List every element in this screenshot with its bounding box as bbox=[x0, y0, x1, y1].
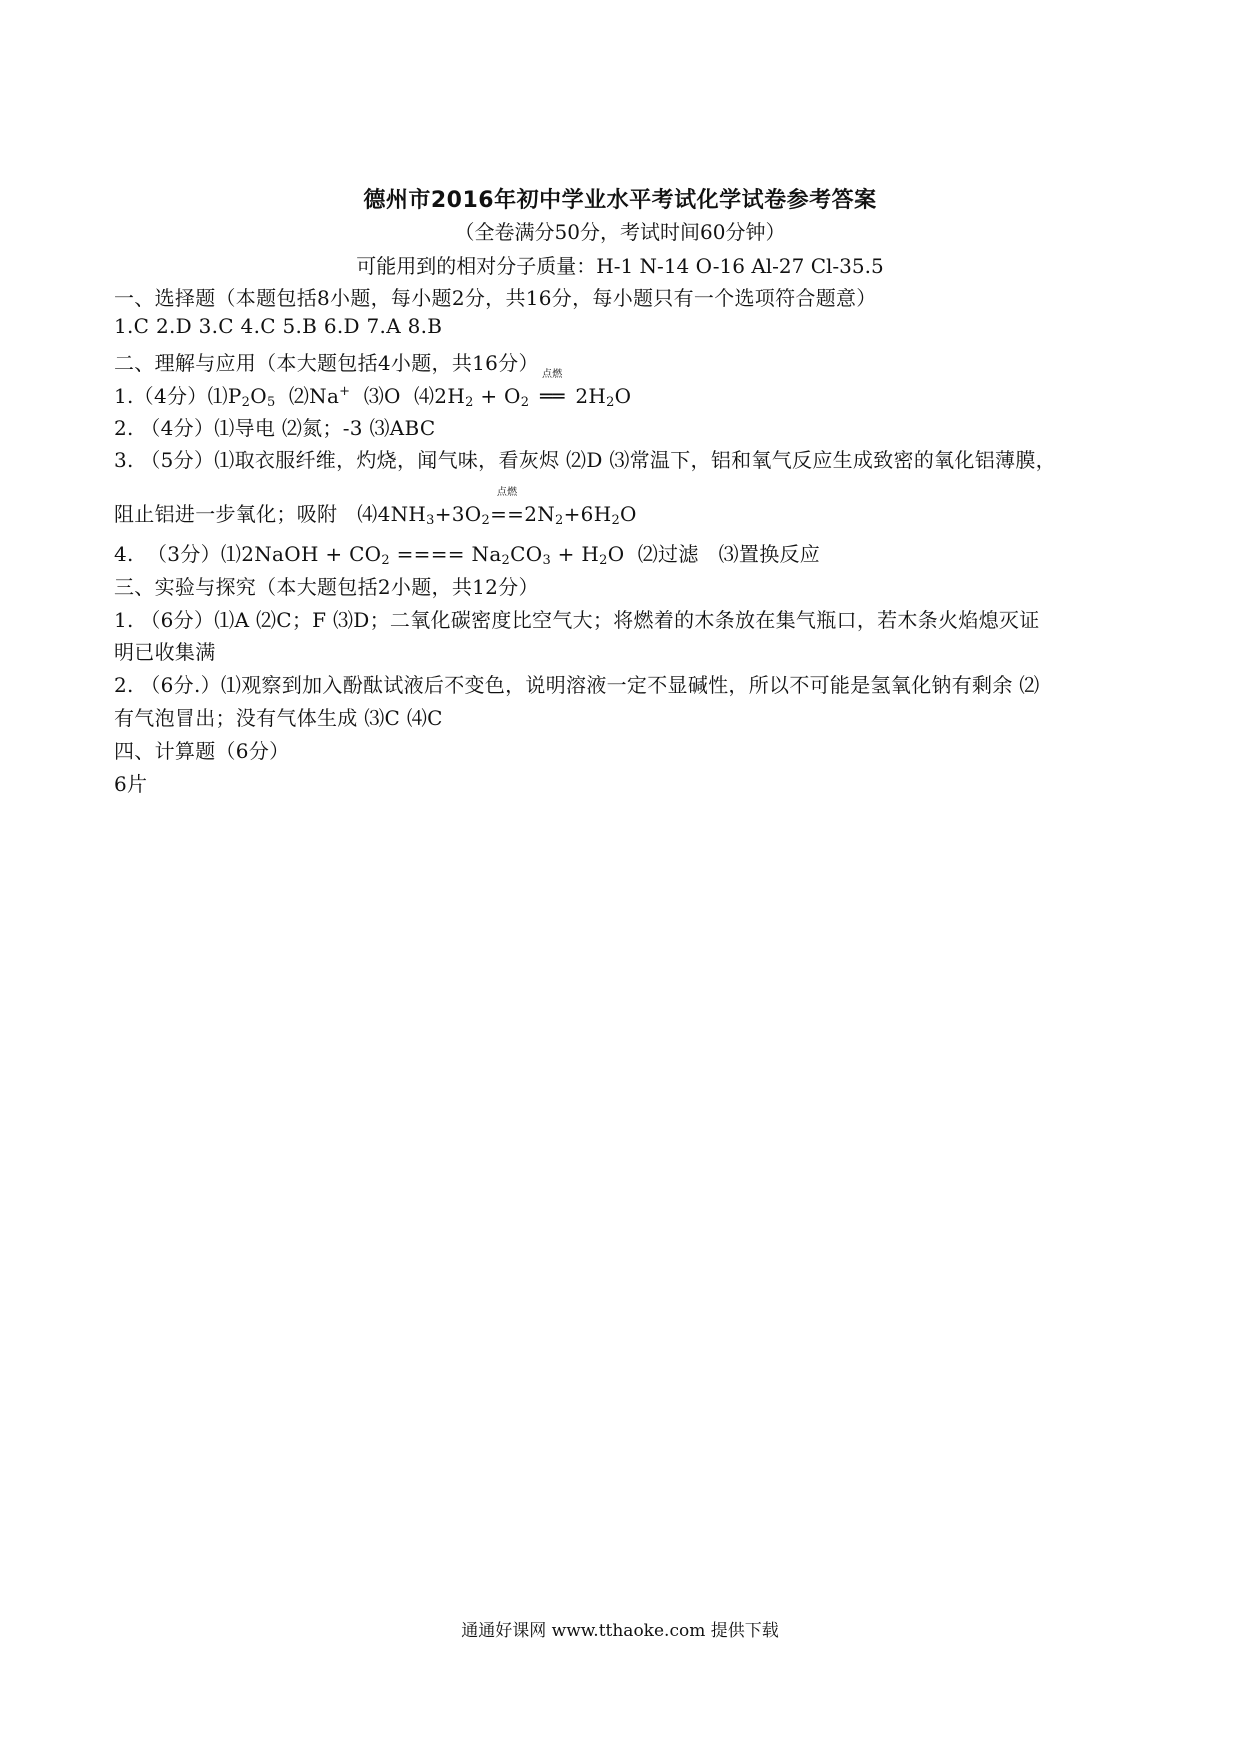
section-1-answers: 1.C 2.D 3.C 4.C 5.B 6.D 7.A 8.B bbox=[114, 314, 443, 338]
q2-4-answer bbox=[114, 538, 1134, 568]
q3-2-line1: 2. （6分.）⑴观察到加入酚酞试液后不变色，说明溶液一定不显碱性，所以不可能是氢氧化钠有剩余 ⑵ bbox=[114, 673, 1040, 697]
q2-3-line2d: +6H bbox=[563, 502, 612, 526]
q2-3-condition: 点燃 bbox=[496, 487, 518, 498]
q2-4-a: 4. （3分）⑴2NaOH + CO bbox=[114, 542, 382, 566]
document-title: 德州市2016年初中学业水平考试化学试卷参考答案 bbox=[363, 188, 877, 213]
q2-3-equals: == bbox=[490, 502, 525, 526]
q2-4-b: ==== Na bbox=[389, 542, 502, 566]
q2-4-co2-sub: 2 bbox=[381, 553, 390, 568]
section-4-heading: 四、计算题（6分） bbox=[114, 739, 290, 763]
q2-4-co3-sub: 3 bbox=[542, 553, 552, 568]
q2-4-h2-sub: 2 bbox=[599, 553, 608, 568]
q2-1-o: O bbox=[250, 384, 267, 408]
q2-1-condition: 点燃 bbox=[542, 369, 563, 380]
q2-3-line2 bbox=[114, 487, 1134, 528]
q2-1-equals: ══ bbox=[539, 384, 565, 408]
q2-1-p-sub: 2 bbox=[241, 395, 251, 410]
section-4-answer: 6片 bbox=[114, 772, 148, 796]
q2-4-na-sub: 2 bbox=[501, 553, 511, 568]
section-2-heading: 二、理解与应用（本大题包括4小题，共16分） bbox=[114, 351, 539, 375]
section-1-heading: 一、选择题（本题包括8小题，每小题2分，共16分，每小题只有一个选项符合题意） bbox=[114, 286, 877, 310]
q3-1-line1: 1. （6分）⑴A ⑵C；F ⑶D；二氧化碳密度比空气大；将燃着的木条放在集气瓶口，若木条火焰熄灭证 bbox=[114, 608, 1040, 632]
q2-1-part3: ⑶O ⑷2H bbox=[350, 384, 466, 408]
q2-4-c: CO bbox=[510, 542, 543, 566]
q2-1-o-sub: 5 bbox=[266, 395, 276, 410]
q2-1-prefix: 1.（4分）⑴P bbox=[114, 384, 242, 408]
q2-1-product: 2H bbox=[575, 384, 607, 408]
q2-3-line2b: +3O bbox=[434, 502, 482, 526]
q2-1-part2: ⑵Na bbox=[275, 384, 340, 408]
q2-1-product-o: O bbox=[614, 384, 632, 408]
q2-3-h2o-sub: 2 bbox=[611, 513, 621, 528]
q3-1-line2: 明已收集满 bbox=[114, 640, 216, 664]
q2-2-answer: 2. （4分）⑴导电 ⑵氮；-3 ⑶ABC bbox=[114, 416, 436, 440]
q2-1-plus: + O bbox=[473, 384, 521, 408]
section-3-heading: 三、实验与探究（本大题包括2小题，共12分） bbox=[114, 575, 539, 599]
q2-3-n2-sub: 2 bbox=[555, 513, 564, 528]
q2-1-h2o-sub: 2 bbox=[606, 395, 615, 410]
atomic-masses-line: 可能用到的相对分子质量：H-1 N-14 O-16 Al-27 Cl-35.5 bbox=[356, 254, 884, 278]
q2-1-answer bbox=[114, 369, 1134, 410]
q2-3-line2c: 2N bbox=[524, 502, 556, 526]
q2-3-line2e: O bbox=[620, 502, 637, 526]
q2-1-reaction-arrow bbox=[539, 369, 565, 408]
page-footer: 通通好课网 www.tthaoke.com 提供下载 bbox=[461, 1621, 779, 1641]
q2-3-nh3-sub: 3 bbox=[426, 513, 435, 528]
q2-1-h-sub: 2 bbox=[465, 395, 474, 410]
q2-4-d: + H bbox=[551, 542, 600, 566]
q2-1-na-sup: + bbox=[339, 384, 351, 399]
q2-4-e: O ⑵过滤 ⑶置换反应 bbox=[607, 542, 821, 566]
q2-1-o2-sub: 2 bbox=[520, 395, 530, 410]
q2-3-line1: 3. （5分）⑴取衣服纤维，灼烧，闻气味，看灰烬 ⑵D ⑶常温下，铝和氧气反应生成致密的氧化铝薄膜， bbox=[114, 448, 1056, 472]
q2-3-reaction-arrow bbox=[490, 487, 525, 526]
q3-2-line2: 有气泡冒出；没有气体生成 ⑶C ⑷C bbox=[114, 706, 443, 730]
document-subtitle: （全卷满分50分，考试时间60分钟） bbox=[454, 220, 786, 244]
q2-3-line2a: 阻止铝进一步氧化；吸附 ⑷4NH bbox=[114, 502, 427, 526]
q2-3-o2-sub: 2 bbox=[481, 513, 491, 528]
